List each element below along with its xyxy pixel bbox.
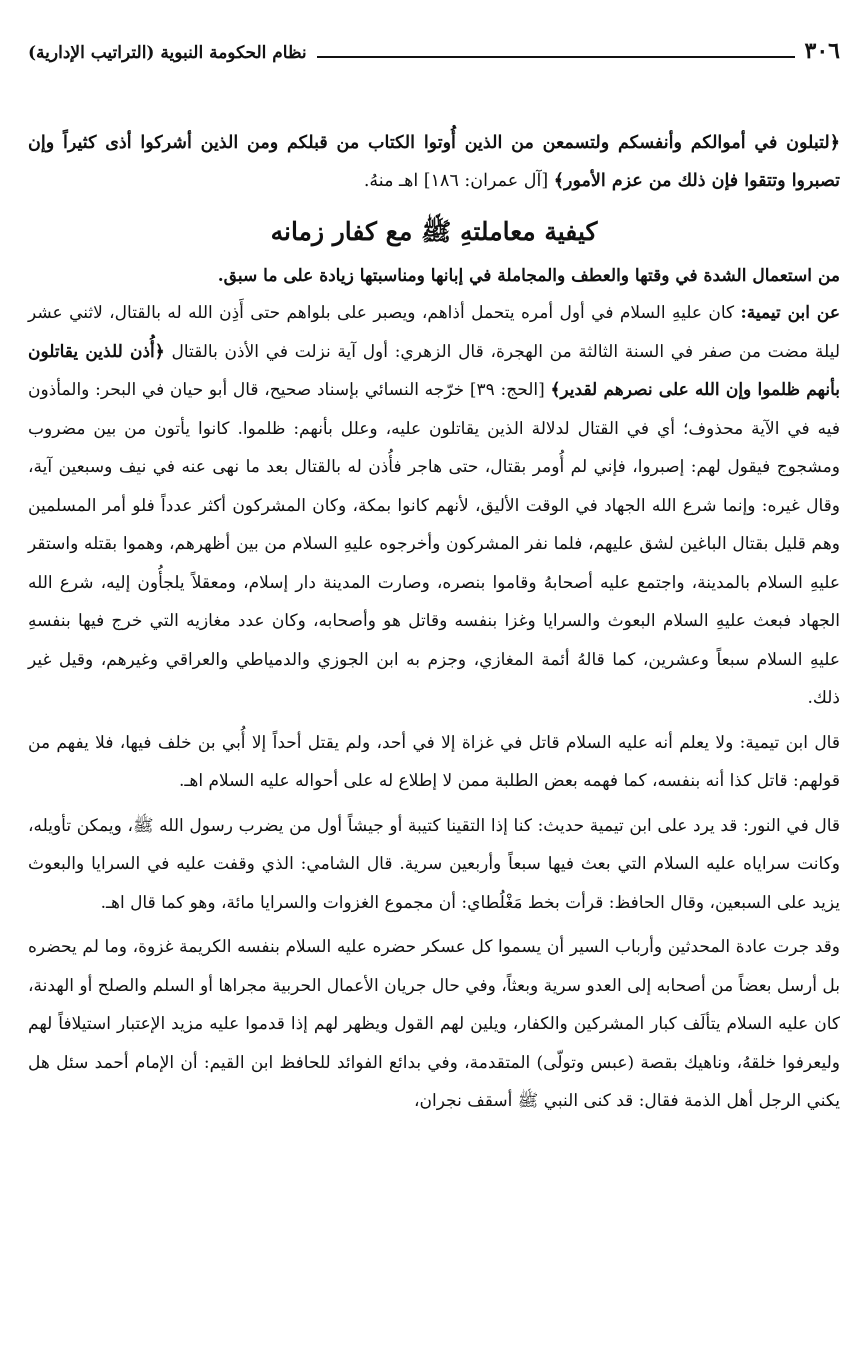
section-title: كيفية معاملتهِ ﷺ مع كفار زمانه	[270, 217, 598, 246]
paragraph-text: [الحج: ٣٩] خرّجه النسائي بإسناد صحيح، قال أبو حيان في البحر: والمأذون فيه في الآية محذوف؛ أي في القتال لدلالة الذين يقاتلون عليه، وعلل بأنهم: ظلموا. كانوا يأتون من بين مضروب ومشجوج فيقول لهم: إصبروا، فإني لم أُومر بقتال، حتى هاجر فأُذن له بالقتال بعد ما نهى عنه في نيف وسبعين آية، وقال غيره: وإنما شرع الله الجهاد في الوقت الأليق، لأنهم كانوا بمكة، وكان المشركون أكثر عدداً فلو أمر المسلمين وهم قليل بقتال الباغين لشق عليهم، فلما نفر المشركون وأخرجوه عليهِ السلام من بين أظهرهم، وهموا بقتله واستقر عليهِ السلام بالمدينة، واجتمع عليه أصحابهُ وقاموا بنصره، وصارت المدينة دار إسلام، ومعقلاً يلجأُون إليه، شرع الله الجهاد فبعث عليهِ السلام البعوث والسرايا وغزا بنفسه وقاتل هو وأصحابه، وكان عدد مغازيه التي خرج فيها بنفسهِ عليهِ السلام سبعاً وعشرين، كما قالهُ أئمة المغازي، وجزم به ابن الجوزي والدمياطي والعراقي وغيرهم، وقيل غير ذلك.	[28, 380, 840, 708]
quoted-verse: ﴿أُذن للذين يقاتلون بأنهم ظلموا وإن الله على نصرهم لقدير﴾	[28, 341, 840, 400]
book-title: نظام الحكومة النبوية (التراتيب الإدارية)	[28, 43, 307, 63]
paragraph-al-nur	[28, 807, 840, 923]
cited-name: مَغْلُطاي	[467, 892, 523, 913]
header-rule	[317, 56, 795, 58]
paragraph-lead: عن ابن تيمية:	[740, 303, 840, 323]
section-subtitle: من استعمال الشدة في وقتها والعطف والمجاملة في إبانها ومناسبتها زيادة على ما سبق.	[217, 266, 840, 286]
running-head	[28, 38, 840, 78]
verse-reference: [آل عمران: ١٨٦] اهـ منهُ.	[363, 171, 554, 191]
paragraph-ibn-taymiyya	[28, 294, 840, 718]
book-page	[28, 38, 840, 1348]
paragraph-text: قد يرد على ابن تيمية حديث: كنا إذا التقينا كتيبة أو جيشاً أول من يضرب رسول الله ﷺ، ويمكن تأويله، وكانت سراياه عليه السلام التي بعث فيها سبعاً وأربعين سرية. قال الشامي: الذي وقفت عليه في السرايا والبعوث يزيد على السبعين، وقال الحافظ: قرأت بخط	[28, 815, 840, 913]
page-number: ٣٠٦	[804, 38, 840, 64]
paragraph-custom: وقد جرت عادة المحدثين وأرباب السير أن يسموا كل عسكر حضره عليه السلام بنفسه الكريمة غزوة، وما لم يحضره بل أرسل بعضاً من أصحابه إلى العدو سرية وبعثاً، وفي حال جريان الأعمال الحربية مجراها أو السلم والصلح أو الهدنة، كان عليه السلام يتألَف كبار المشركين والكفار، ويلين لهم القول ويظهر لهم إذا قدموا عليه مزيد الإعتبار استيلافاً لهم وليعرفوا خلقهُ، وناهيك بقصة (عبس وتولّى) المتقدمة، وفي بدائع الفوائد للحافظ ابن القيم: أن الإمام أحمد سئل هل يكني الرجل أهل الذمة فقال: قد كنى النبي ﷺ أسقف نجران،	[28, 937, 840, 1111]
paragraph-lead: قال في النور:	[743, 815, 841, 836]
paragraph-text: كان عليهِ السلام في أول أمره يتحمل أذاهم، ويصبر على بلواهم حتى أَذِن الله له بالقتال، لاثني عشر ليلة مضت من صفر في السنة الثالثة من الهجرة، قال الزهري: أول آية نزلت في الأذن بالقتال	[28, 303, 840, 362]
paragraph-text: : أن مجموع الغزوات والسرايا مائة، وهو كما قال اهـ.	[100, 892, 468, 913]
verse-text: ﴿لتبلون في أموالكم وأنفسكم ولتسمعن من الذين أُوتوا الكتاب من قبلكم ومن الذين أشركوا أذى كثيراً وإن تصبروا وتتقوا فإن ذلك من عزم الأمور﴾	[28, 133, 840, 191]
paragraph-ibn-taymiyya-2: قال ابن تيمية: ولا يعلم أنه عليه السلام قاتل في غزاة إلا في أحد، ولم يقتل أحداً إلا أُبي بن خلف فيها، فلا يفهم من قولهم: قاتل كذا أنه بنفسه، كما فهمه بعض الطلبة ممن لا إطلاع له على أحواله عليه السلام اهـ.	[28, 732, 840, 791]
quran-verse-block	[28, 124, 840, 200]
